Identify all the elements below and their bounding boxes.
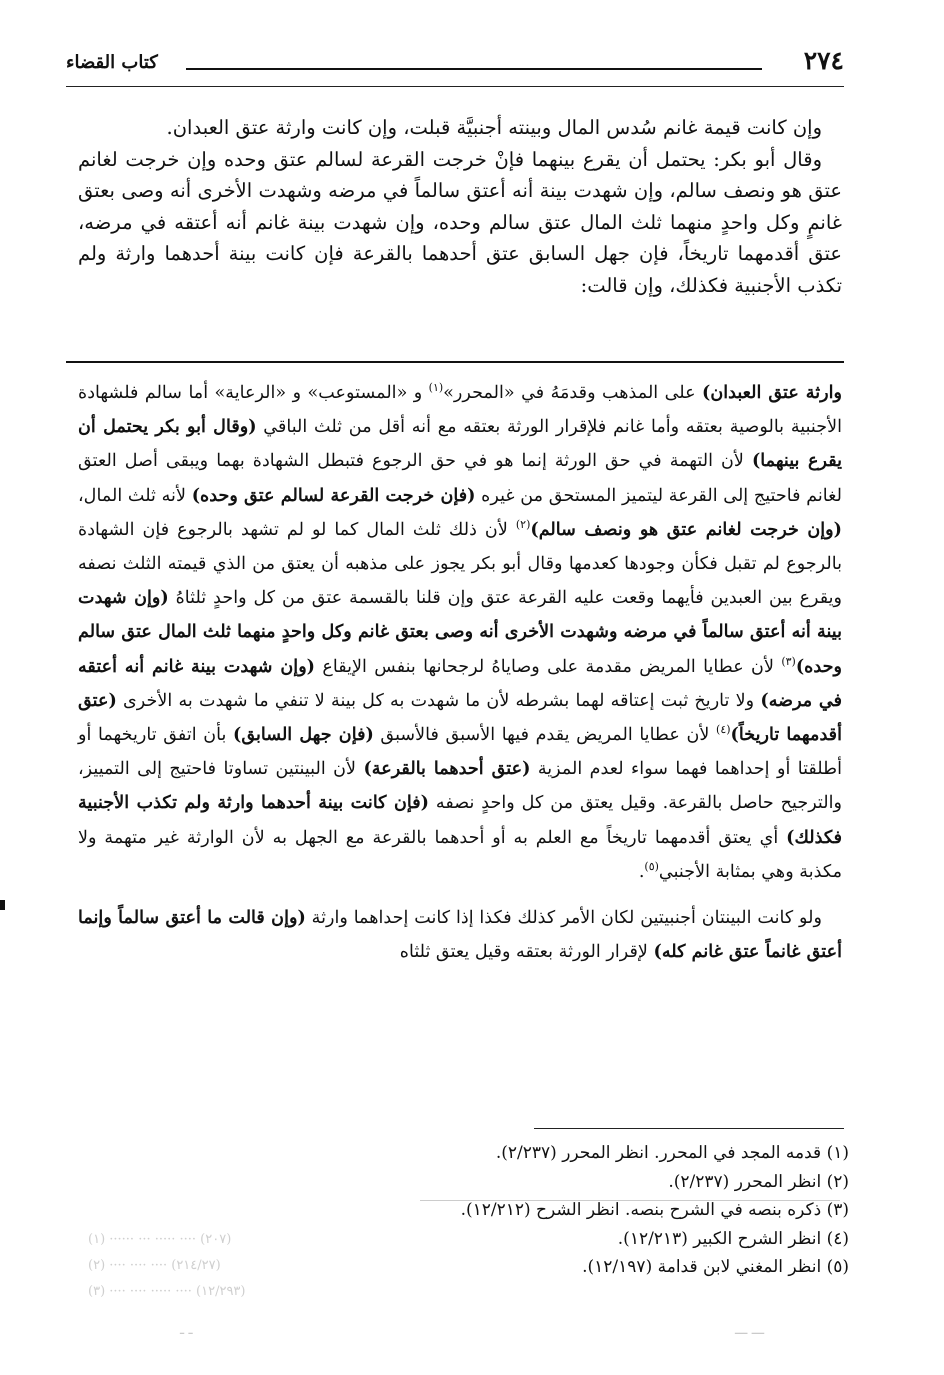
commentary-text: لأن عطايا المريض يقدم فيها الأسبق فالأسبق bbox=[373, 725, 717, 746]
quoted-text: (فإن خرجت القرعة لسالم عتق وحده) bbox=[191, 484, 476, 506]
footnote: (٥) انظر المغني لابن قدامة (١٢/١٩٧). bbox=[582, 1257, 849, 1277]
commentary-text: لأنه ثلث المال، bbox=[78, 485, 192, 506]
footnote: (٤) انظر الشرح الكبير (١٢/٢١٣). bbox=[617, 1228, 849, 1249]
footnote-ref: (١) bbox=[428, 381, 444, 395]
page-header bbox=[66, 46, 844, 86]
footnote-ref: (٢) bbox=[515, 517, 531, 531]
commentary-text: لأن التهمة في حق الورثة إنما هو في حق الرجوع فتبطل الشهادة بهما ويبقى أصل العتق لغانم فاحتيج إلى القرعة ليتميز المستحق من غيره bbox=[78, 451, 843, 506]
scan-mark bbox=[0, 900, 5, 910]
commentary-text: ولو كانت البينتان أجنبيتين لكان الأمر كذلك فكذا إذا كانت إحداهما وارثة bbox=[305, 908, 823, 929]
bleed-through-text: (٢) ···· ···· ···· (٢١٤/٢٧) bbox=[88, 1258, 221, 1273]
smudge-mark: ـــ ـــ bbox=[735, 1322, 765, 1338]
main-text bbox=[78, 112, 842, 301]
commentary-text: لأن عطايا المريض مقدمة على وصاياهُ لرجحانها بنفس الإيقاع bbox=[315, 656, 782, 677]
commentary-paragraph bbox=[78, 376, 842, 889]
footnote-ref: (٤) bbox=[716, 723, 731, 737]
commentary-text: ولا تاريخ ثبت إعتاقه لهما بشرطه لأن ما شهدت به كل بينة لا تنفي ما شهدت به الأخرى bbox=[116, 690, 761, 711]
bleed-through-text: (٣) ···· ···· ····· ···· (١٢/٢٩٣) bbox=[88, 1284, 246, 1299]
quoted-text: (وإن قالت ما أعتق سالماً وإنما أعتق غانماً عتق غانم كله) bbox=[78, 907, 842, 963]
commentary-text: . bbox=[638, 861, 645, 882]
text-commentary-separator bbox=[66, 361, 844, 363]
bleed-through-text: (١) ······ ··· ····· ···· (٢٠٧) bbox=[88, 1232, 232, 1247]
quoted-text: (وإن خرجت لغانم عتق هو ونصف سالم) bbox=[530, 518, 842, 540]
main-paragraph: وإن كانت قيمة غانم سُدس المال وبينته أجنبيَّة قبلت، وإن كانت وارثة عتق العبدان. bbox=[166, 116, 822, 139]
book-title: كتاب القضاء bbox=[66, 52, 158, 73]
footnotes bbox=[149, 1139, 849, 1282]
quoted-text: (عتق أقدمهما تاريخاً) bbox=[78, 689, 842, 746]
quoted-text: (فإن كانت بينة أحدهما وارثة ولم تكذب الأجنبية فكذلك) bbox=[78, 792, 842, 848]
commentary-text: أي يعتق أقدمهما تاريخاً مع العلم به أو أحدهما بالقرعة مع الجهل به لأن الوارثة غير متهمة ولا مكذبة وهي بمثابة الأجنبي bbox=[78, 827, 842, 882]
faint-rule bbox=[420, 1200, 840, 1201]
commentary-text: بأن اتفق تاريخهما أو أطلقتا أو إحداهما فهما سواء لعدم المزية bbox=[78, 725, 843, 780]
commentary-text: على المذهب وقدمَهُ في «المحرر» bbox=[443, 383, 702, 403]
quoted-text: (عتق أحدهما بالقرعة) bbox=[363, 758, 531, 780]
footnote: (٣) ذكره بنصه في الشرح بنصه. انظر الشرح (١٢/٢١٢). bbox=[460, 1200, 849, 1220]
commentary-text: لأن ذلك ثلث المال كما لو لم تشهد بالرجوع فإن الشهادة بالرجوع لم تقبل فكأن وجودها كعدمها وقال أبو بكر يجوز على مذهبه أن يعتق من الذي قيمته الثلث نصفه ويقرع بين العبدين فأيهما وقعت عليه القرعة عتق وإن قلنا بالقسمة عتق من كل واحدٍ ثلثاهُ bbox=[78, 519, 842, 609]
main-paragraph: وقال أبو بكر: يحتمل أن يقرع بينهما فإنْ خرجت القرعة لسالم عتق وحده وإن خرجت لغانم عتق هو ونصف سالم، وإن شهدت بينة أنه أعتق سالماً في مرضه وشهدت الأخرى أنه وصى بعتق غانمٍ وكل واحدٍ منهما ثلث المال عتق سالم وحده، وإن شهدت بينة غانم أنه أعتقه في مرضه، عتق أقدمهما تاريخاً، فإن جهل السابق عتق أحدهما بالقرعة فإن كانت بينة أحدهما وارثة ولم تكذب الأجنبية فكذلك، وإن قالت: bbox=[78, 147, 842, 297]
commentary-text: لإقرار الورثة بعتقه وقيل يعتق ثلثاه bbox=[399, 942, 654, 963]
header-rule bbox=[186, 68, 762, 70]
footnote-rule bbox=[534, 1128, 844, 1129]
footnote-ref: (٣) bbox=[781, 654, 796, 668]
quoted-text: (فإن جهل السابق) bbox=[233, 724, 374, 746]
commentary-text: لأن البينتين تساوتا فاحتيج إلى التمييز، والترجيح حاصل بالقرعة. وقيل يعتق من كل واحدٍ نصفه bbox=[78, 759, 842, 814]
commentary bbox=[78, 376, 842, 969]
quoted-text: (وإن شهدت بينة أنه أعتق سالماً في مرضه وشهدت الأخرى أنه وصى بعتق غانم وكل واحدٍ منهما ثلث المال عتق سالم وحده) bbox=[78, 587, 842, 677]
smudge-mark: ـ ـ bbox=[180, 1322, 193, 1338]
quoted-text: (وقال أبو بكر يحتمل أن يقرع بينهما) bbox=[78, 416, 843, 472]
footnote: (١) قدمه المجد في المحرر. انظر المحرر (٢/٢٣٧). bbox=[495, 1143, 849, 1163]
quoted-text: وارثة عتق العبدان) bbox=[702, 382, 842, 403]
page-number: ٢٧٤ bbox=[803, 46, 844, 75]
footnote: (٢) انظر المحرر (٢/٢٣٧). bbox=[668, 1171, 849, 1192]
footnote-ref: (٥) bbox=[644, 859, 659, 873]
commentary-paragraph bbox=[78, 901, 842, 969]
header-divider bbox=[66, 86, 844, 87]
commentary-text: و «المستوعب» و «الرعاية» أما سالم فلشهادة الأجنبية بالوصية بعتقه وأما غانم فلإقرار الورثة بعتقه مع أنه أقل من ثلث الباقي bbox=[78, 383, 842, 438]
quoted-text: (وإن شهدت بينة غانم أنه أعتقه في مرضه) bbox=[78, 655, 843, 711]
